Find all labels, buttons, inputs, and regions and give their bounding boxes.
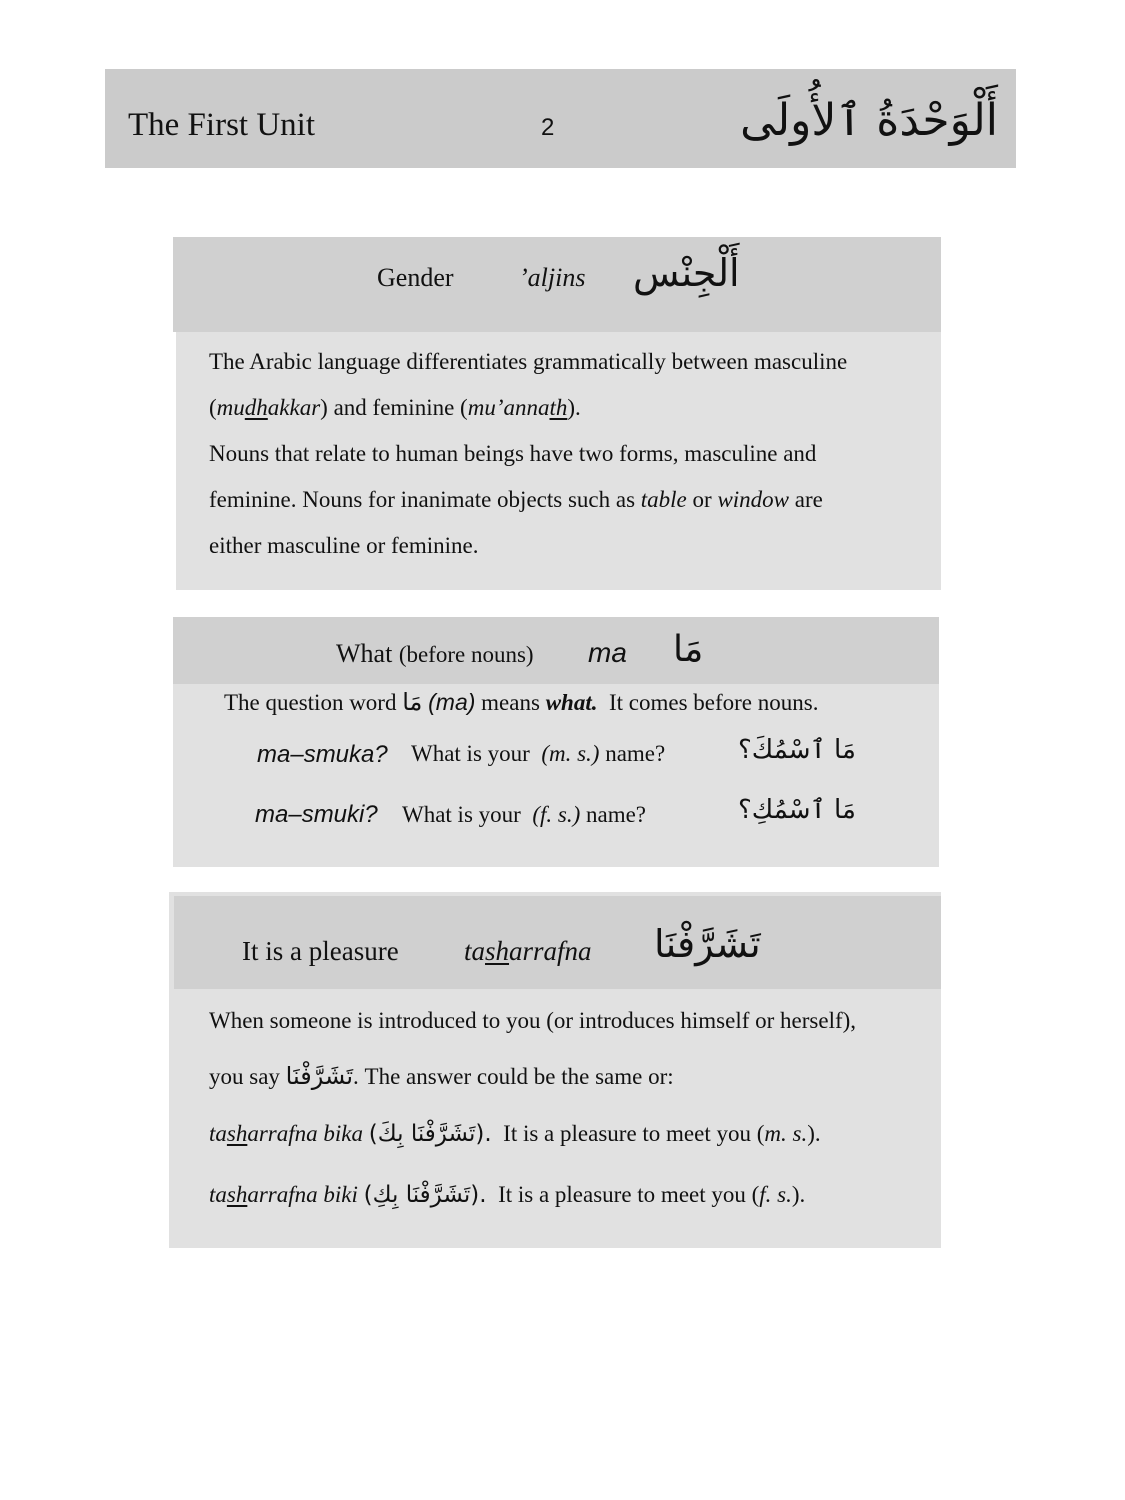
gender-heading-en: Gender bbox=[377, 263, 454, 292]
what-ex1-translit: ma–smuka? bbox=[257, 741, 388, 768]
what-section bbox=[173, 617, 939, 867]
gender-heading-arabic: أَلْجِنْس bbox=[633, 251, 740, 295]
gender-body bbox=[209, 339, 847, 569]
what-ex1-arabic: مَا ٱسْمُكَ؟ bbox=[738, 735, 856, 765]
pleasure-ex2-arabic: (تَشَرَّفْنَا بِكِ). bbox=[363, 1182, 487, 1208]
what-ex1-english: What is your (m. s.) name? bbox=[411, 741, 666, 766]
what-intro: The question word مَا (ma) means what. It comes before nouns. bbox=[224, 688, 819, 716]
what-heading-bar bbox=[173, 617, 939, 684]
gender-line-1: The Arabic language differentiates grammatically between masculine bbox=[209, 349, 848, 374]
page-number: 2 bbox=[541, 114, 555, 141]
what-heading-translit: ma bbox=[588, 637, 627, 668]
what-ex2-arabic: مَا ٱسْمُكِ؟ bbox=[738, 795, 856, 825]
pleasure-heading-arabic: تَشَرَّفْنَا bbox=[654, 922, 761, 966]
what-heading-arabic: مَا bbox=[673, 629, 704, 670]
pleasure-heading-en: It is a pleasure bbox=[242, 936, 399, 966]
gender-heading-translit: ’aljins bbox=[519, 263, 586, 292]
pleasure-section bbox=[169, 892, 941, 1248]
gender-line-2: (mudhakkar) and feminine (mu’annath). bbox=[209, 395, 581, 420]
what-heading-en: What (before nouns) bbox=[336, 639, 534, 668]
pleasure-example-2: tasharrafna biki (تَشَرَّفْنَا بِكِ). It is a pleasure to meet you (f. s.). bbox=[209, 1182, 806, 1208]
pleasure-line-1: When someone is introduced to you (or introduces himself or herself), bbox=[209, 1008, 857, 1033]
pleasure-line-2: you say تَشَرَّفْنَا. The answer could be the same or: bbox=[209, 1062, 674, 1090]
gender-line-5: either masculine or feminine. bbox=[209, 533, 479, 558]
pleasure-heading-translit: tasharrafna bbox=[464, 936, 592, 966]
pleasure-line-2-arabic: تَشَرَّفْنَا bbox=[285, 1062, 354, 1090]
gender-line-3: Nouns that relate to human beings have two forms, masculine and bbox=[209, 441, 817, 466]
what-ex2-english: What is your (f. s.) name? bbox=[402, 802, 646, 827]
page-header bbox=[105, 69, 1016, 168]
unit-title-arabic: أَلْوَحْدَةُ ٱلأُولَى bbox=[740, 95, 998, 146]
pleasure-example-1: tasharrafna bika (تَشَرَّفْنَا بِكَ). It is a pleasure to meet you (m. s.). bbox=[209, 1121, 821, 1147]
pleasure-ex1-arabic: (تَشَرَّفْنَا بِكَ). bbox=[368, 1121, 492, 1147]
gender-line-4: feminine. Nouns for inanimate objects such as table or window are bbox=[209, 487, 823, 512]
what-intro-arabic: مَا bbox=[402, 688, 423, 716]
gender-left-edge bbox=[173, 332, 176, 590]
unit-title: The First Unit bbox=[128, 107, 315, 143]
gender-section bbox=[173, 237, 941, 590]
what-ex2-translit: ma–smuki? bbox=[255, 801, 378, 828]
